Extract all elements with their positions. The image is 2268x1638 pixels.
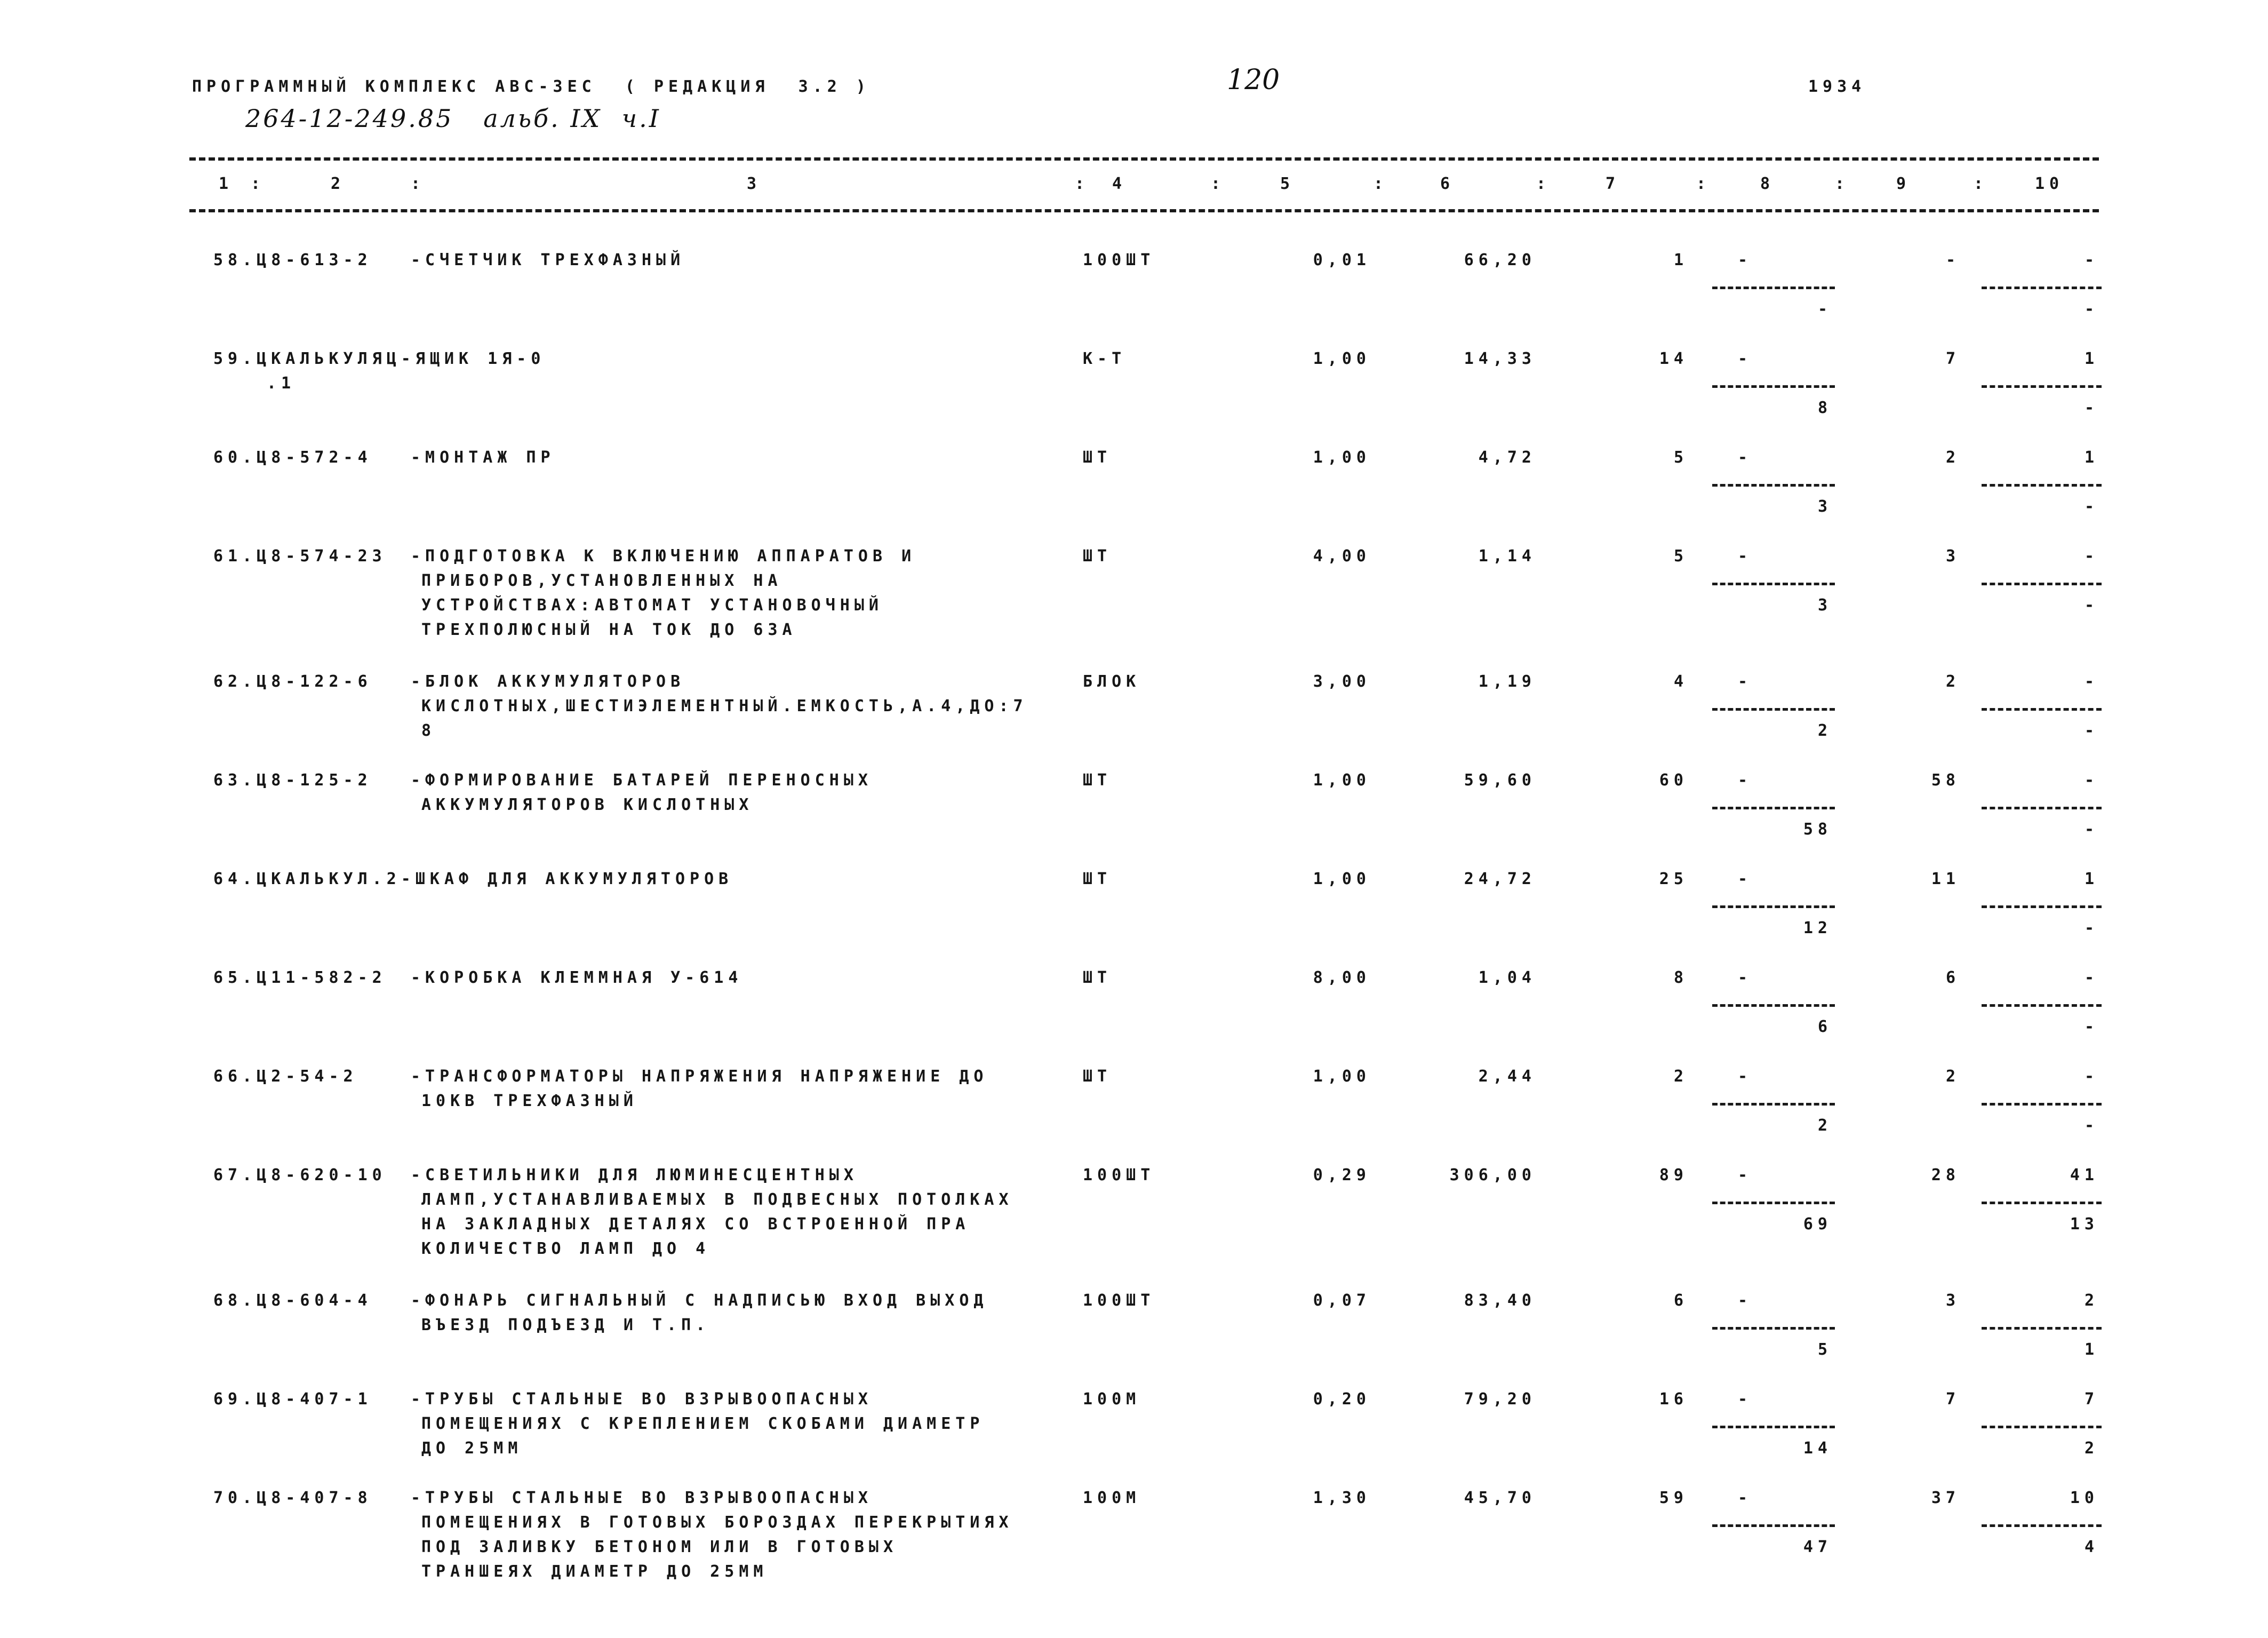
row-col10-bottom: 4	[2084, 1538, 2099, 1556]
description-line: -СЧЕТЧИК ТРЕХФАЗНЫЙ	[411, 251, 685, 269]
row-col9: 58	[1931, 771, 1960, 790]
row-col8-top: -	[1737, 251, 1752, 269]
row-total: 59	[1659, 1489, 1688, 1507]
col8-fraction-rule	[1712, 708, 1835, 711]
row-description	[411, 544, 916, 642]
row-col9: 37	[1931, 1489, 1960, 1507]
row-col9: 2	[1945, 1067, 1960, 1086]
row-col8-bottom: 69	[1803, 1215, 1832, 1234]
row-col10-top: 2	[2084, 1291, 2099, 1310]
row-col10-top: 1	[2084, 870, 2099, 888]
row-description	[411, 1163, 1013, 1261]
col10-fraction-rule	[1982, 287, 2102, 289]
row-total: 6	[1673, 1291, 1688, 1310]
row-total: 1	[1673, 251, 1688, 269]
row-unit-price: 66,20	[1464, 251, 1536, 269]
row-col10-bottom: -	[2084, 820, 2099, 839]
row-total: 14	[1659, 349, 1688, 368]
row-col9: 11	[1931, 870, 1960, 888]
description-line: -БЛОК АККУМУЛЯТОРОВ	[411, 672, 685, 691]
column-number-2: 2	[331, 174, 346, 193]
column-number-7: 7	[1606, 174, 1620, 193]
row-code: 68.Ц8-604-4	[213, 1291, 372, 1310]
col10-fraction-rule	[1982, 905, 2102, 908]
row-col9: -	[1945, 251, 1960, 269]
row-col10-bottom: -	[2084, 399, 2099, 417]
column-separator: :	[1974, 174, 1989, 193]
col8-fraction-rule	[1712, 1202, 1835, 1204]
col8-fraction-rule	[1712, 1103, 1835, 1106]
description-line: -ФОНАРЬ СИГНАЛЬНЫЙ С НАДПИСЬЮ ВХОД ВЫХОД	[411, 1291, 988, 1310]
description-line: ПОМЕЩЕНИЯХ В ГОТОВЫХ БОРОЗДАХ ПЕРЕКРЫТИЯХ	[421, 1513, 1013, 1532]
description-line: ЛАМП,УСТАНАВЛИВАЕМЫХ В ПОДВЕСНЫХ ПОТОЛКАХ	[421, 1190, 1013, 1209]
col8-fraction-rule	[1712, 1004, 1835, 1007]
row-col10-bottom: -	[2084, 596, 2099, 615]
row-col10-bottom: -	[2084, 300, 2099, 319]
col8-fraction-rule	[1712, 1327, 1835, 1330]
row-col10-top: 7	[2084, 1390, 2099, 1409]
row-unit: 100ШТ	[1083, 1166, 1155, 1184]
page-number: 120	[1227, 64, 1280, 96]
column-number-10: 10	[2035, 174, 2064, 193]
column-number-9: 9	[1896, 174, 1911, 193]
row-col10-top: -	[2084, 547, 2099, 566]
row-col10-top: -	[2084, 1067, 2099, 1086]
row-unit-price: 45,70	[1464, 1489, 1536, 1507]
row-unit: 100М	[1083, 1489, 1141, 1507]
row-total: 5	[1673, 448, 1688, 467]
row-quantity: 1,00	[1313, 1067, 1371, 1086]
row-unit-price: 1,14	[1478, 547, 1536, 566]
col10-fraction-rule	[1982, 583, 2102, 585]
row-col8-top: -	[1737, 672, 1752, 691]
description-line: ПОМЕЩЕНИЯХ С КРЕПЛЕНИЕМ СКОБАМИ ДИАМЕТР	[421, 1414, 985, 1433]
row-col8-top: -	[1737, 349, 1752, 368]
handwritten-reference: 264-12-249.85 альб. IX ч.I	[245, 104, 661, 133]
row-col10-bottom: -	[2084, 497, 2099, 516]
row-code: 66.Ц2-54-2	[213, 1067, 358, 1086]
row-total: 2	[1673, 1067, 1688, 1086]
row-quantity: 4,00	[1313, 547, 1371, 566]
row-col9: 2	[1945, 672, 1960, 691]
row-col8-bottom: 58	[1803, 820, 1832, 839]
row-unit: ШТ	[1083, 547, 1112, 566]
col8-fraction-rule	[1712, 385, 1835, 388]
column-separator: :	[1373, 174, 1388, 193]
row-unit: ШТ	[1083, 870, 1112, 888]
column-separator: :	[1696, 174, 1711, 193]
column-separator: :	[1835, 174, 1850, 193]
description-line: ТРАНШЕЯХ ДИАМЕТР ДО 25ММ	[421, 1562, 768, 1581]
description-line: ВЪЕЗД ПОДЪЕЗД И Т.П.	[421, 1316, 710, 1334]
row-col10-top: -	[2084, 771, 2099, 790]
column-number-1: 1	[219, 174, 234, 193]
row-col8-top: -	[1737, 1166, 1752, 1184]
description-line: -ТРУБЫ СТАЛЬНЫЕ ВО ВЗРЫВООПАСНЫХ	[411, 1489, 873, 1507]
description-line: НА ЗАКЛАДНЫХ ДЕТАЛЯХ СО ВСТРОЕННОЙ ПРА	[421, 1215, 970, 1234]
row-unit: БЛОК	[1083, 672, 1141, 691]
row-col8-bottom: 3	[1817, 497, 1832, 516]
row-total: 60	[1659, 771, 1688, 790]
row-total: 8	[1673, 968, 1688, 987]
col10-fraction-rule	[1982, 385, 2102, 388]
row-code: 69.Ц8-407-1	[213, 1390, 372, 1409]
row-code: 60.Ц8-572-4	[213, 448, 372, 467]
row-unit: ШТ	[1083, 968, 1112, 987]
row-unit: 100М	[1083, 1390, 1141, 1409]
row-col8-bottom: 2	[1817, 721, 1832, 740]
column-number-6: 6	[1440, 174, 1455, 193]
description-line: -ТРУБЫ СТАЛЬНЫЕ ВО ВЗРЫВООПАСНЫХ	[411, 1390, 873, 1409]
col10-fraction-rule	[1982, 708, 2102, 711]
row-unit-price: 4,72	[1478, 448, 1536, 467]
col8-fraction-rule	[1712, 1426, 1835, 1428]
description-line: -ФОРМИРОВАНИЕ БАТАРЕЙ ПЕРЕНОСНЫХ	[411, 771, 873, 790]
col8-fraction-rule	[1712, 484, 1835, 487]
row-unit: 100ШТ	[1083, 1291, 1155, 1310]
row-col9: 6	[1945, 968, 1960, 987]
row-col8-top: -	[1737, 1067, 1752, 1086]
row-quantity: 1,30	[1313, 1489, 1371, 1507]
row-quantity: 1,00	[1313, 771, 1371, 790]
row-code: 70.Ц8-407-8	[213, 1489, 372, 1507]
description-line: УСТРОЙСТВАХ:АВТОМАТ УСТАНОВОЧНЫЙ	[421, 596, 883, 615]
col10-fraction-rule	[1982, 1103, 2102, 1106]
row-unit: ШТ	[1083, 448, 1112, 467]
program-title: ПРОГРАММНЫЙ КОМПЛЕКС АВС-3ЕС ( РЕДАКЦИЯ 3.2 )	[192, 77, 871, 96]
row-unit: ШТ	[1083, 771, 1112, 790]
row-total: 16	[1659, 1390, 1688, 1409]
col10-fraction-rule	[1982, 1004, 2102, 1007]
column-separator: :	[251, 174, 266, 193]
row-unit-price: 83,40	[1464, 1291, 1536, 1310]
row-col8-top: -	[1737, 1489, 1752, 1507]
row-code: 67.Ц8-620-10	[213, 1166, 387, 1184]
row-unit-price: 306,00	[1449, 1166, 1536, 1184]
row-unit-price: 2,44	[1478, 1067, 1536, 1086]
row-quantity: 0,29	[1313, 1166, 1371, 1184]
row-col8-bottom: 6	[1817, 1017, 1832, 1036]
column-separator: :	[1211, 174, 1226, 193]
row-quantity: 1,00	[1313, 870, 1371, 888]
row-code: 65.Ц11-582-2	[213, 968, 387, 987]
row-unit-price: 14,33	[1464, 349, 1536, 368]
col8-fraction-rule	[1712, 905, 1835, 908]
row-quantity: 8,00	[1313, 968, 1371, 987]
row-col10-top: -	[2084, 251, 2099, 269]
row-col10-top: 1	[2084, 448, 2099, 467]
row-col10-bottom: 1	[2084, 1340, 2099, 1359]
row-quantity: 0,01	[1313, 251, 1371, 269]
column-separator: :	[1075, 174, 1090, 193]
row-description	[411, 670, 1028, 743]
row-quantity: 1,00	[1313, 448, 1371, 467]
description-line: ПРИБОРОВ,УСТАНОВЛЕННЫХ НА	[421, 571, 782, 590]
row-col9: 7	[1945, 349, 1960, 368]
row-col8-bottom: 14	[1803, 1439, 1832, 1458]
row-col9: 3	[1945, 547, 1960, 566]
row-total: 25	[1659, 870, 1688, 888]
row-col8-bottom: -	[1817, 300, 1832, 319]
column-number-4: 4	[1112, 174, 1127, 193]
row-col10-bottom: 13	[2070, 1215, 2099, 1234]
row-code: 58.Ц8-613-2	[213, 251, 372, 269]
row-col8-top: -	[1737, 771, 1752, 790]
row-description	[411, 1064, 988, 1114]
row-col8-bottom: 12	[1803, 919, 1832, 937]
header-rule-top	[189, 157, 2099, 161]
col10-fraction-rule	[1982, 1524, 2102, 1527]
description-line: -КОРОБКА КЛЕММНАЯ У-614	[411, 968, 743, 987]
row-col10-bottom: -	[2084, 1116, 2099, 1135]
row-col9: 3	[1945, 1291, 1960, 1310]
row-col10-top: -	[2084, 968, 2099, 987]
row-description	[411, 1289, 988, 1338]
row-col8-top: -	[1737, 1291, 1752, 1310]
column-number-5: 5	[1280, 174, 1295, 193]
col8-fraction-rule	[1712, 583, 1835, 585]
row-code: 62.Ц8-122-6	[213, 672, 372, 691]
row-description	[411, 966, 742, 990]
row-description	[411, 446, 555, 470]
col8-fraction-rule	[1712, 287, 1835, 289]
row-quantity: 0,07	[1313, 1291, 1371, 1310]
row-quantity: 3,00	[1313, 672, 1371, 691]
row-col8-top: -	[1737, 547, 1752, 566]
description-line: ДО 25ММ	[421, 1439, 523, 1458]
col8-fraction-rule	[1712, 1524, 1835, 1527]
row-col8-top: -	[1737, 448, 1752, 467]
description-line: КОЛИЧЕСТВО ЛАМП ДО 4	[421, 1239, 710, 1258]
description-line: ТРЕХПОЛЮСНЫЙ НА ТОК ДО 63А	[421, 621, 797, 639]
page-code: 1934	[1808, 77, 1866, 96]
column-number-8: 8	[1760, 174, 1775, 193]
row-description	[411, 768, 873, 817]
row-col9: 28	[1931, 1166, 1960, 1184]
row-code: 64.ЦКАЛЬКУЛ.2-ШКАФ ДЛЯ АККУМУЛЯТОРОВ	[213, 870, 733, 888]
row-unit: 100ШТ	[1083, 251, 1155, 269]
row-unit: К-Т	[1083, 349, 1127, 368]
row-col10-bottom: 2	[2084, 1439, 2099, 1458]
row-col10-top: 41	[2070, 1166, 2099, 1184]
row-description	[411, 1387, 984, 1461]
col10-fraction-rule	[1982, 1202, 2102, 1204]
row-unit-price: 1,04	[1478, 968, 1536, 987]
row-col8-bottom: 2	[1817, 1116, 1832, 1135]
description-line: АККУМУЛЯТОРОВ КИСЛОТНЫХ	[421, 796, 754, 814]
row-col9: 2	[1945, 448, 1960, 467]
row-col10-top: -	[2084, 672, 2099, 691]
row-unit: ШТ	[1083, 1067, 1112, 1086]
column-separator: :	[411, 174, 426, 193]
column-number-3: 3	[747, 174, 762, 193]
row-total: 5	[1673, 547, 1688, 566]
description-line: -ПОДГОТОВКА К ВКЛЮЧЕНИЮ АППАРАТОВ И	[411, 547, 916, 566]
row-col10-bottom: -	[2084, 1017, 2099, 1036]
row-col10-top: 1	[2084, 349, 2099, 368]
col10-fraction-rule	[1982, 807, 2102, 809]
row-code: 61.Ц8-574-23	[213, 547, 387, 566]
row-unit-price: 24,72	[1464, 870, 1536, 888]
header-rule-bottom	[189, 209, 2099, 212]
column-separator: :	[1536, 174, 1551, 193]
col8-fraction-rule	[1712, 807, 1835, 809]
row-description	[411, 248, 685, 273]
row-description	[411, 1486, 1013, 1584]
row-code: 63.Ц8-125-2	[213, 771, 372, 790]
description-line: 10КВ ТРЕХФАЗНЫЙ	[421, 1092, 638, 1110]
row-col8-top: -	[1737, 1390, 1752, 1409]
row-code: 59.ЦКАЛЬКУЛЯЦ-ЯЩИК 1Я-0	[213, 349, 546, 368]
description-line: -СВЕТИЛЬНИКИ ДЛЯ ЛЮМИНЕСЦЕНТНЫХ	[411, 1166, 858, 1184]
row-unit-price: 59,60	[1464, 771, 1536, 790]
row-col8-bottom: 8	[1817, 399, 1832, 417]
row-code-continuation: .1	[267, 374, 296, 393]
row-col10-bottom: -	[2084, 919, 2099, 937]
row-quantity: 1,00	[1313, 349, 1371, 368]
row-unit-price: 1,19	[1478, 672, 1536, 691]
row-col10-top: 10	[2070, 1489, 2099, 1507]
row-col10-bottom: -	[2084, 721, 2099, 740]
row-total: 89	[1659, 1166, 1688, 1184]
row-col8-bottom: 5	[1817, 1340, 1832, 1359]
col10-fraction-rule	[1982, 484, 2102, 487]
description-line: -МОНТАЖ ПР	[411, 448, 555, 467]
row-quantity: 0,20	[1313, 1390, 1371, 1409]
col10-fraction-rule	[1982, 1327, 2102, 1330]
row-unit-price: 79,20	[1464, 1390, 1536, 1409]
row-col8-bottom: 47	[1803, 1538, 1832, 1556]
description-line: -ТРАНСФОРМАТОРЫ НАПРЯЖЕНИЯ НАПРЯЖЕНИЕ ДО	[411, 1067, 988, 1086]
row-col9: 7	[1945, 1390, 1960, 1409]
row-total: 4	[1673, 672, 1688, 691]
row-col8-bottom: 3	[1817, 596, 1832, 615]
row-col8-top: -	[1737, 968, 1752, 987]
description-line: ПОД ЗАЛИВКУ БЕТОНОМ ИЛИ В ГОТОВЫХ	[421, 1538, 898, 1556]
description-line: 8	[421, 721, 436, 740]
col10-fraction-rule	[1982, 1426, 2102, 1428]
description-line: КИСЛОТНЫХ,ШЕСТИЭЛЕМЕНТНЫЙ.ЕМКОСТЬ,А.4,ДО:7	[421, 697, 1028, 715]
row-col8-top: -	[1737, 870, 1752, 888]
